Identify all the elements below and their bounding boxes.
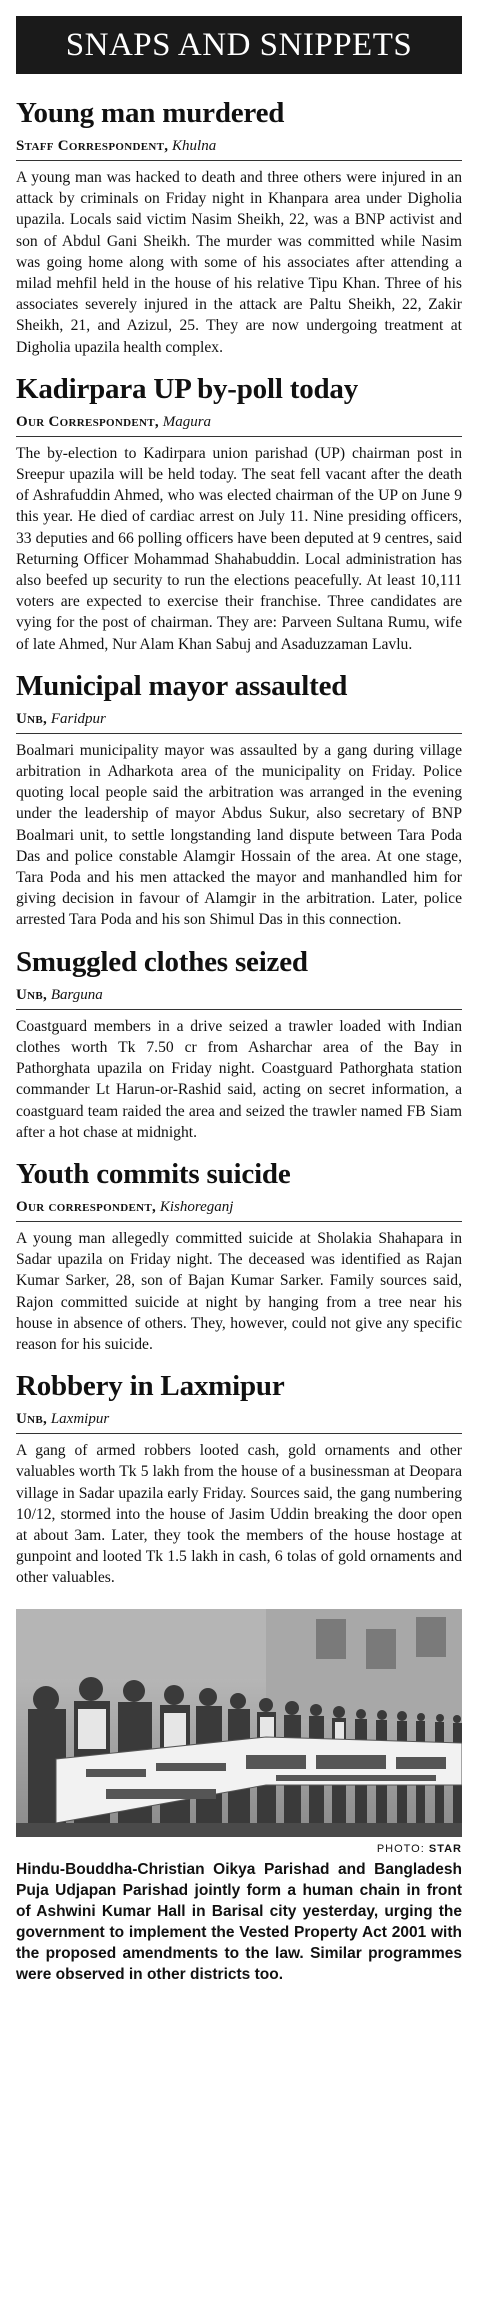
story-byline <box>16 985 462 1010</box>
story-young-man-murdered <box>16 96 462 358</box>
story-kadirpara-by-poll <box>16 372 462 655</box>
story-byline <box>16 136 462 161</box>
byline-location: Khulna <box>172 138 217 154</box>
story-byline <box>16 709 462 734</box>
photo-caption: Hindu-Bouddha-Christian Oikya Parishad and Bangladesh Puja Udjapan Parishad jointly form a human chain in front of Ashwini Kumar Hall in Barisal city yesterday, urging the government to implement the Vested Property Act 2001 with the proposed amendments to the law. Similar programmes were observed in other districts too. <box>16 1860 462 1983</box>
section-banner: SNAPS AND SNIPPETS <box>16 16 462 74</box>
story-headline: Smuggled clothes seized <box>16 945 308 978</box>
story-byline <box>16 1197 462 1222</box>
story-headline: Kadirpara UP by-poll today <box>16 372 359 405</box>
human-chain-illustration <box>16 1609 462 1837</box>
byline-author: Unb, <box>16 710 48 727</box>
story-body: A young man was hacked to death and three others were injured in an attack by criminals on Friday night in Khanpara area under Digholia upazila. Locals said victim Nasim Sheikh, 22, was a BNP activist and son of Abdul Gani Sheikh. The murder was committed while Nasim was going home along with some of his associates after attending a milad mehfil held in the house of his relative Tipu Khan. Three of his associates severely injured in the attack are Paltu Sheikh, 22, Zakir Sheikh, 21, and Azizul, 25. They are now undergoing treatment at Digholia upazila health complex. <box>16 169 462 356</box>
byline-location: Barguna <box>50 986 103 1003</box>
byline-location: Laxmipur <box>50 1411 110 1428</box>
story-headline: Youth commits suicide <box>16 1157 291 1190</box>
story-headline: Young man murdered <box>16 97 285 129</box>
story-body: A gang of armed robbers looted cash, gold ornaments and other valuables worth Tk 5 lakh from the house of a businessman at Deopara village in Sadar upazila early Friday. Sources said, the gang numbering 10/12, stormed into the house of Jasim Uddin breaking the door open at about 3am. Later, they took the members of the house hostage at gunpoint and looted Tk 1.5 lakh in cash, 6 tolas of gold ornaments and other valuables. <box>16 1442 462 1587</box>
story-body: Boalmari municipality mayor was assaulted by a gang during village arbitration in Adharkota area of the municipality on Friday. Police quoting local people said the arbitration was arranged in the evening under the leadership of mayor Abdus Sukur, also secretary of BNP Boalmari unit, to settle longstanding land dispute between Tara Poda Das and police constable Alamgir Hossain of the area. At one stage, Tara Poda and his men attacked the mayor and manhandled him for giving decision in favour of Alamgir in the arbitration. Later, police arrested Tara Poda and his son Shimul Das in this connection. <box>16 741 462 929</box>
byline-author: Unb, <box>16 986 48 1003</box>
story-body: The by-election to Kadirpara union parishad (UP) chairman post in Sreepur upazila will be held today. The seat fell vacant after the death of Ashrafuddin Ahmed, who was elected chairman of the UP on June 9 this year. He died of cardiac arrest on July 11. Nine presiding officers, 33 deputies and 66 polling officers have been deputed at 9 centres, said Returning Officer Mohammad Shahabuddin. Local administration has also beefed up security to run the elections peacefully. At least 10,111 voters are expected to exercise their franchise. Three candidates are vying for the post of chairman. They are: Parveen Sultana Rumu, wife of late Ahmed, Nur Alam Khan Sabuj and Asaduzzaman Lavlu. <box>16 444 462 653</box>
story-clothes-seized <box>16 945 462 1143</box>
byline-location: Faridpur <box>50 710 106 727</box>
story-youth-suicide <box>16 1157 462 1355</box>
byline-author: Unb, <box>16 1411 48 1428</box>
photo-credit-prefix: PHOTO: <box>376 1842 429 1855</box>
story-headline: Municipal mayor assaulted <box>16 669 348 702</box>
byline-location: Kishoreganj <box>159 1198 234 1215</box>
story-byline <box>16 412 462 437</box>
photo-credit <box>16 1843 462 1855</box>
story-mayor-assaulted <box>16 669 462 931</box>
byline-author: Our Correspondent, <box>16 413 159 430</box>
human-chain-photo <box>16 1609 462 1837</box>
news-page <box>16 16 462 2286</box>
story-body: Coastguard members in a drive seized a trawler loaded with Indian clothes worth Tk 7.50 cr from Asharchar area of the Bay in Pathorghata upazila on Friday night. Coastguard Pathorghata station commander Lt Harun-or-Rashid said, acting on secret information, a coastguard team raided the area and seized the trawler named FB Siam after a hot chase at midnight. <box>16 1017 462 1141</box>
byline-author: Staff Correspondent, <box>16 138 169 154</box>
story-robbery-laxmipur <box>16 1369 462 1588</box>
story-headline: Robbery in Laxmipur <box>16 1370 285 1403</box>
story-byline <box>16 1409 462 1434</box>
byline-location: Magura <box>162 413 212 430</box>
byline-author: Our correspondent, <box>16 1198 157 1215</box>
story-body: A young man allegedly committed suicide at Sholakia Shahapara in Sadar upazila on Friday night. The deceased was identified as Rajan Kumar Sarker, 28, son of Bajan Kumar Sarker. Family sources said, Rajon committed suicide at night by hanging from a tree near his house in absence of others. They, however, could not give any specific reason for his suicide. <box>16 1229 462 1353</box>
photo-credit-source: STAR <box>428 1842 462 1855</box>
